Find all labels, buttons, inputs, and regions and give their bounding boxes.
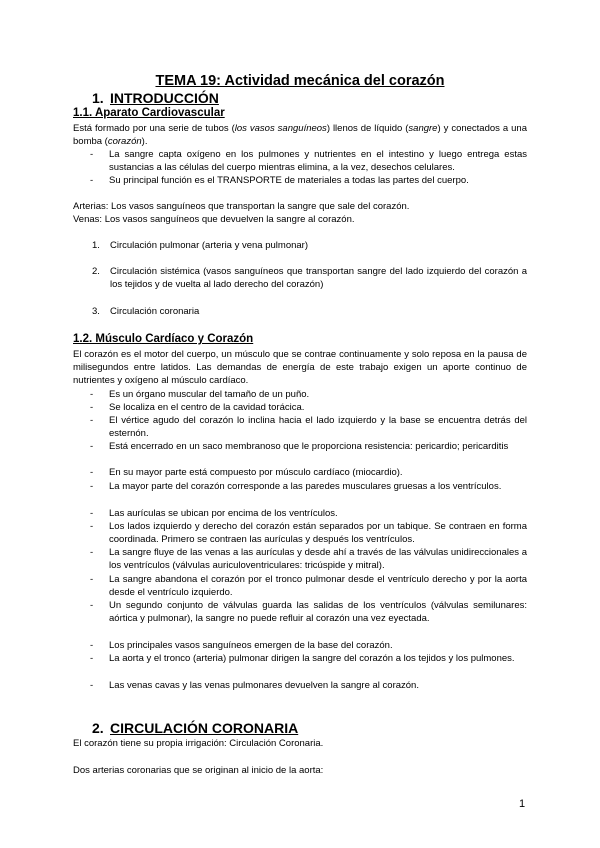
bullet-text: Está encerrado en un saco membranoso que le proporciona resistencia: pericardio; pericarditis (109, 441, 509, 452)
bullet-text: Los lados izquierdo y derecho del corazón están separados por un tabique. Se contraen en forma coordinada. Primero se contraen las aurículas y después los ventrículos. (109, 521, 527, 546)
bullet-text: En su mayor parte está compuesto por músculo cardíaco (miocardio). (109, 467, 403, 478)
bullet-item: - La mayor parte del corazón corresponde a las paredes musculares gruesas a los ventrículos. (90, 480, 527, 493)
list-text: Circulación sistémica (vasos sanguíneos que transportan sangre del lado izquierdo del corazón a los tejidos y de vuelta al lado derecho del corazón) (110, 266, 527, 291)
list-text: Circulación coronaria (110, 306, 200, 317)
bullet-text: Los principales vasos sanguíneos emergen de la base del corazón. (109, 640, 393, 651)
list-number: 1. (92, 240, 100, 251)
bullet-text: Es un órgano muscular del tamaño de un puño. (109, 389, 310, 400)
bullet-text: Su principal función es el TRANSPORTE de materiales a todas las partes del cuerpo. (109, 175, 469, 186)
intro-italic: los vasos sanguíneos (234, 123, 327, 134)
bullet-item: - La sangre capta oxígeno en los pulmones y nutrientes en el intestino y luego entrega estas sustancias a las células del cuerpo mientras elimina, a la vez, desechos celulares. (90, 149, 527, 174)
bullet-item: - Las venas cavas y las venas pulmonares devuelven la sangre al corazón. (90, 679, 527, 692)
intro-text: Está formado por una serie de tubos ( (73, 123, 235, 134)
bullet-item: - Es un órgano muscular del tamaño de un puño. (90, 388, 527, 401)
intro-text: ). (141, 136, 148, 148)
subsection-1-1-heading: 1.1. Aparato Cardiovascular (73, 107, 225, 119)
section-2-title: CIRCULACIÓN CORONARIA (110, 720, 299, 736)
bullet-item: - Un segundo conjunto de válvulas guarda las salidas de los ventrículos (válvulas semilunares: aórtica y pulmonar), la sangre no puede refluir al corazón una vez eyectada. (90, 600, 527, 625)
bullet-text: La sangre capta oxígeno en los pulmones y nutrientes en el intestino y luego entrega estas sustancias a las células del cuerpo mientras elimina, a la vez, desechos celulares. (109, 149, 527, 174)
bullet-text: La sangre fluye de las venas a las aurículas y desde ahí a través de las válvulas unidireccionales a los ventrículos (válvulas auriculoventriculares: tricúspide y mitral). (109, 547, 527, 572)
bullet-text: Se localiza en el centro de la cavidad torácica. (109, 402, 305, 413)
bullet-item: - Las aurículas se ubican por encima de los ventrículos. (90, 507, 527, 520)
list-number: 3. (92, 306, 100, 317)
bullet-text: La mayor parte del corazón corresponde a las paredes musculares gruesas a los ventrículos. (109, 481, 502, 492)
bullet-text: El vértice agudo del corazón lo inclina hacia el lado izquierdo y la base se encuentra detrás del esternón. (109, 415, 527, 440)
intro-text: ) llenos de líquido ( (326, 123, 409, 134)
list-number: 2. (92, 266, 100, 277)
section-1-number: 1. (92, 90, 104, 106)
bullet-text: La sangre abandona el corazón por el tronco pulmonar desde el ventrículo derecho y por la aorta desde el ventrículo izquierdo. (109, 574, 527, 599)
bullet-text: Las venas cavas y las venas pulmonares devuelven la sangre al corazón. (109, 680, 419, 691)
section-2-paragraph: Dos arterias coronarias que se originan al inicio de la aorta: (73, 765, 324, 776)
venas-definition: Venas: Los vasos sanguíneos que devuelven la sangre al corazón. (73, 214, 355, 225)
page-title: TEMA 19: Actividad mecánica del corazón (155, 73, 445, 89)
section-2-paragraph: El corazón tiene su propia irrigación: Circulación Coronaria. (73, 738, 324, 749)
list-text: Circulación pulmonar (arteria y vena pulmonar) (110, 240, 309, 251)
bullet-item: - Se localiza en el centro de la cavidad torácica. (90, 401, 527, 414)
bullet-item: - El vértice agudo del corazón lo inclina hacia el lado izquierdo y la base se encuentra detrás del esternón. (90, 415, 527, 440)
intro-italic: sangre (408, 123, 438, 134)
bullet-item: - Los lados izquierdo y derecho del corazón están separados por un tabique. Se contraen en forma coordinada. Primero se contraen las aurículas y después los ventrículos. (90, 521, 527, 546)
page-number: 1 (519, 798, 526, 810)
section-2-number: 2. (92, 720, 104, 736)
list-item (92, 305, 527, 318)
subsection-1-2-intro: El corazón es el motor del cuerpo, un músculo que se contrae continuamente y solo reposa en la pausa de milisegundos entre latidos. Las demandas de energía de este trabajo exigen un aporte continuo de nutrientes y oxígeno al músculo cardíaco. (73, 349, 527, 387)
list-item (92, 265, 527, 291)
bullet-text: La aorta y el tronco (arteria) pulmonar dirigen la sangre del corazón a los tejidos y los pulmones. (109, 653, 515, 664)
bullet-item: - La sangre abandona el corazón por el tronco pulmonar desde el ventrículo derecho y por la aorta desde el ventrículo izquierdo. (90, 574, 527, 599)
bullet-item: - Su principal función es el TRANSPORTE de materiales a todas las partes del cuerpo. (90, 174, 527, 187)
intro-text: ) y conectados a una bomba ( (73, 123, 527, 148)
bullet-item: - La sangre fluye de las venas a las aurículas y desde ahí a través de las válvulas unidireccionales a los ventrículos (válvulas auriculoventriculares: tricúspide y mitral). (90, 547, 527, 572)
bullet-item: - Está encerrado en un saco membranoso que le proporciona resistencia: pericardio; pericarditis (90, 440, 527, 453)
bullet-item: - La aorta y el tronco (arteria) pulmonar dirigen la sangre del corazón a los tejidos y los pulmones. (90, 652, 527, 665)
bullet-text: Las aurículas se ubican por encima de los ventrículos. (109, 508, 338, 519)
subsection-1-1-intro (73, 122, 527, 148)
subsection-1-2-heading: 1.2. Músculo Cardíaco y Corazón (73, 333, 254, 345)
intro-italic: corazón (107, 136, 142, 148)
bullet-text: Un segundo conjunto de válvulas guarda las salidas de los ventrículos (válvulas semilunares: aórtica y pulmonar), la sangre no puede refluir al corazón una vez eyectada. (109, 600, 527, 625)
list-item (92, 239, 527, 252)
section-1-title: INTRODUCCIÓN (110, 90, 219, 106)
bullet-item: - En su mayor parte está compuesto por músculo cardíaco (miocardio). (90, 466, 527, 479)
arterias-definition: Arterias: Los vasos sanguíneos que transportan la sangre que sale del corazón. (73, 201, 410, 212)
section-1-heading (92, 90, 219, 106)
section-2-heading (92, 720, 298, 736)
bullet-item: - Los principales vasos sanguíneos emergen de la base del corazón. (90, 639, 527, 652)
